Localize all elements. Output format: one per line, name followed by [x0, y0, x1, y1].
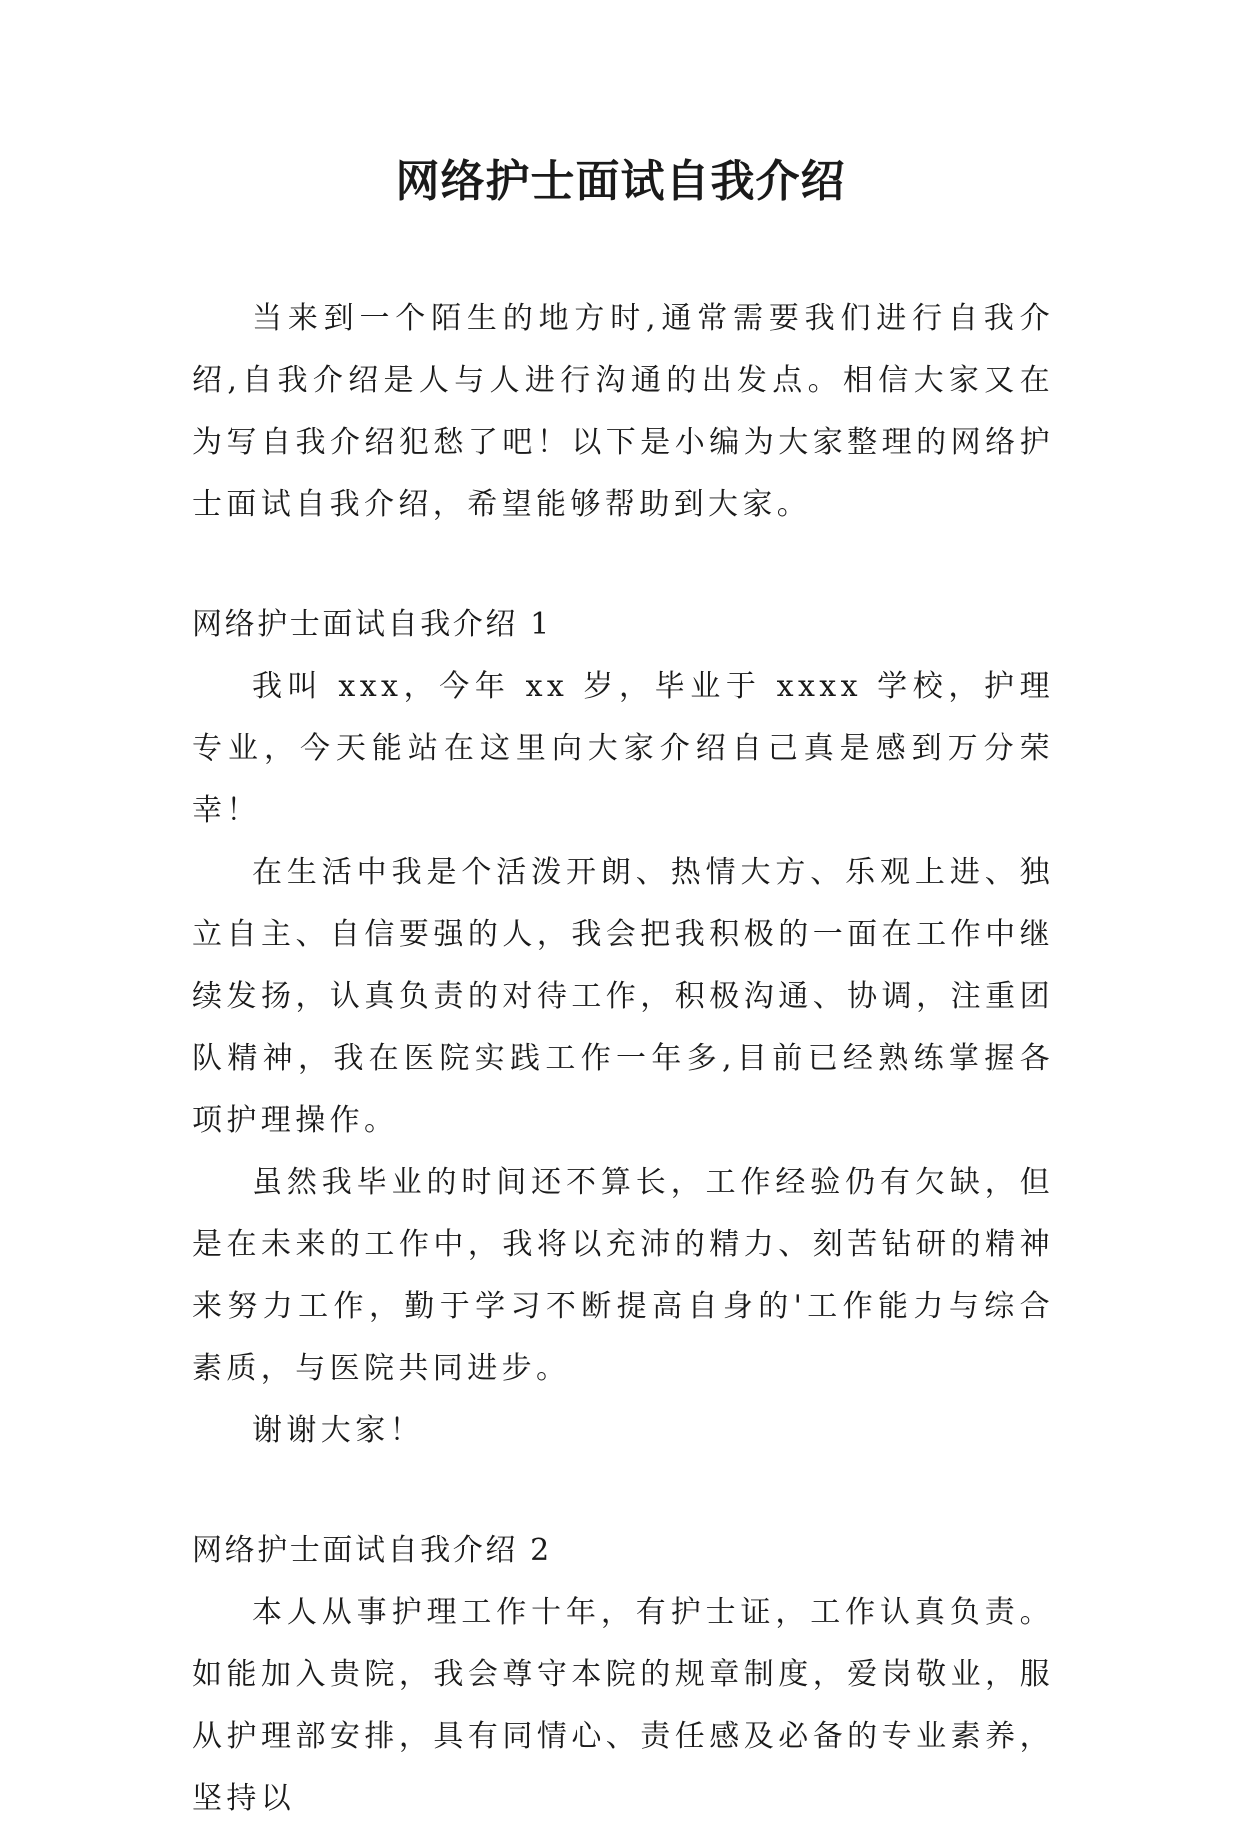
section-1-paragraph-4: 谢谢大家！ — [252, 1413, 424, 1448]
section-1-paragraph-3: 虽然我毕业的时间还不算长，工作经验仍有欠缺，但是在未来的工作中，我将以充沛的精力、刻苦钻研的精神来努力工作，勤于学习不断提高自身的'工作能力与综合素质，与医院共同进步。 — [192, 1165, 1054, 1386]
section-1-paragraph-1: 我叫 xxx，今年 xx 岁，毕业于 xxxx 学校，护理专业，今天能站在这里向大家介绍自己真是感到万分荣幸！ — [192, 669, 1054, 828]
document-body — [192, 288, 1054, 1830]
section-heading-2: 网络护士面试自我介绍 2 — [192, 1533, 552, 1568]
section-heading-1: 网络护士面试自我介绍 1 — [192, 607, 552, 642]
section-spacer — [192, 1462, 1054, 1520]
section-2-paragraph-1: 本人从事护理工作十年，有护士证，工作认真负责。如能加入贵院，我会尊守本院的规章制度，爱岗敬业，服从护理部安排，具有同情心、责任感及必备的专业素养，坚持以 — [192, 1595, 1054, 1816]
section-1-paragraph-2: 在生活中我是个活泼开朗、热情大方、乐观上进、独立自主、自信要强的人，我会把我积极的一面在工作中继续发扬，认真负责的对待工作，积极沟通、协调，注重团队精神，我在医院实践工作一年多,目前已经熟练掌握各项护理操作。 — [192, 855, 1054, 1138]
intro-paragraph: 当来到一个陌生的地方时,通常需要我们进行自我介绍,自我介绍是人与人进行沟通的出发点。相信大家又在为写自我介绍犯愁了吧！以下是小编为大家整理的网络护士面试自我介绍，希望能够帮助到大家。 — [192, 301, 1054, 522]
document-title: 网络护士面试自我介绍 — [395, 156, 846, 207]
section-spacer — [192, 536, 1054, 594]
